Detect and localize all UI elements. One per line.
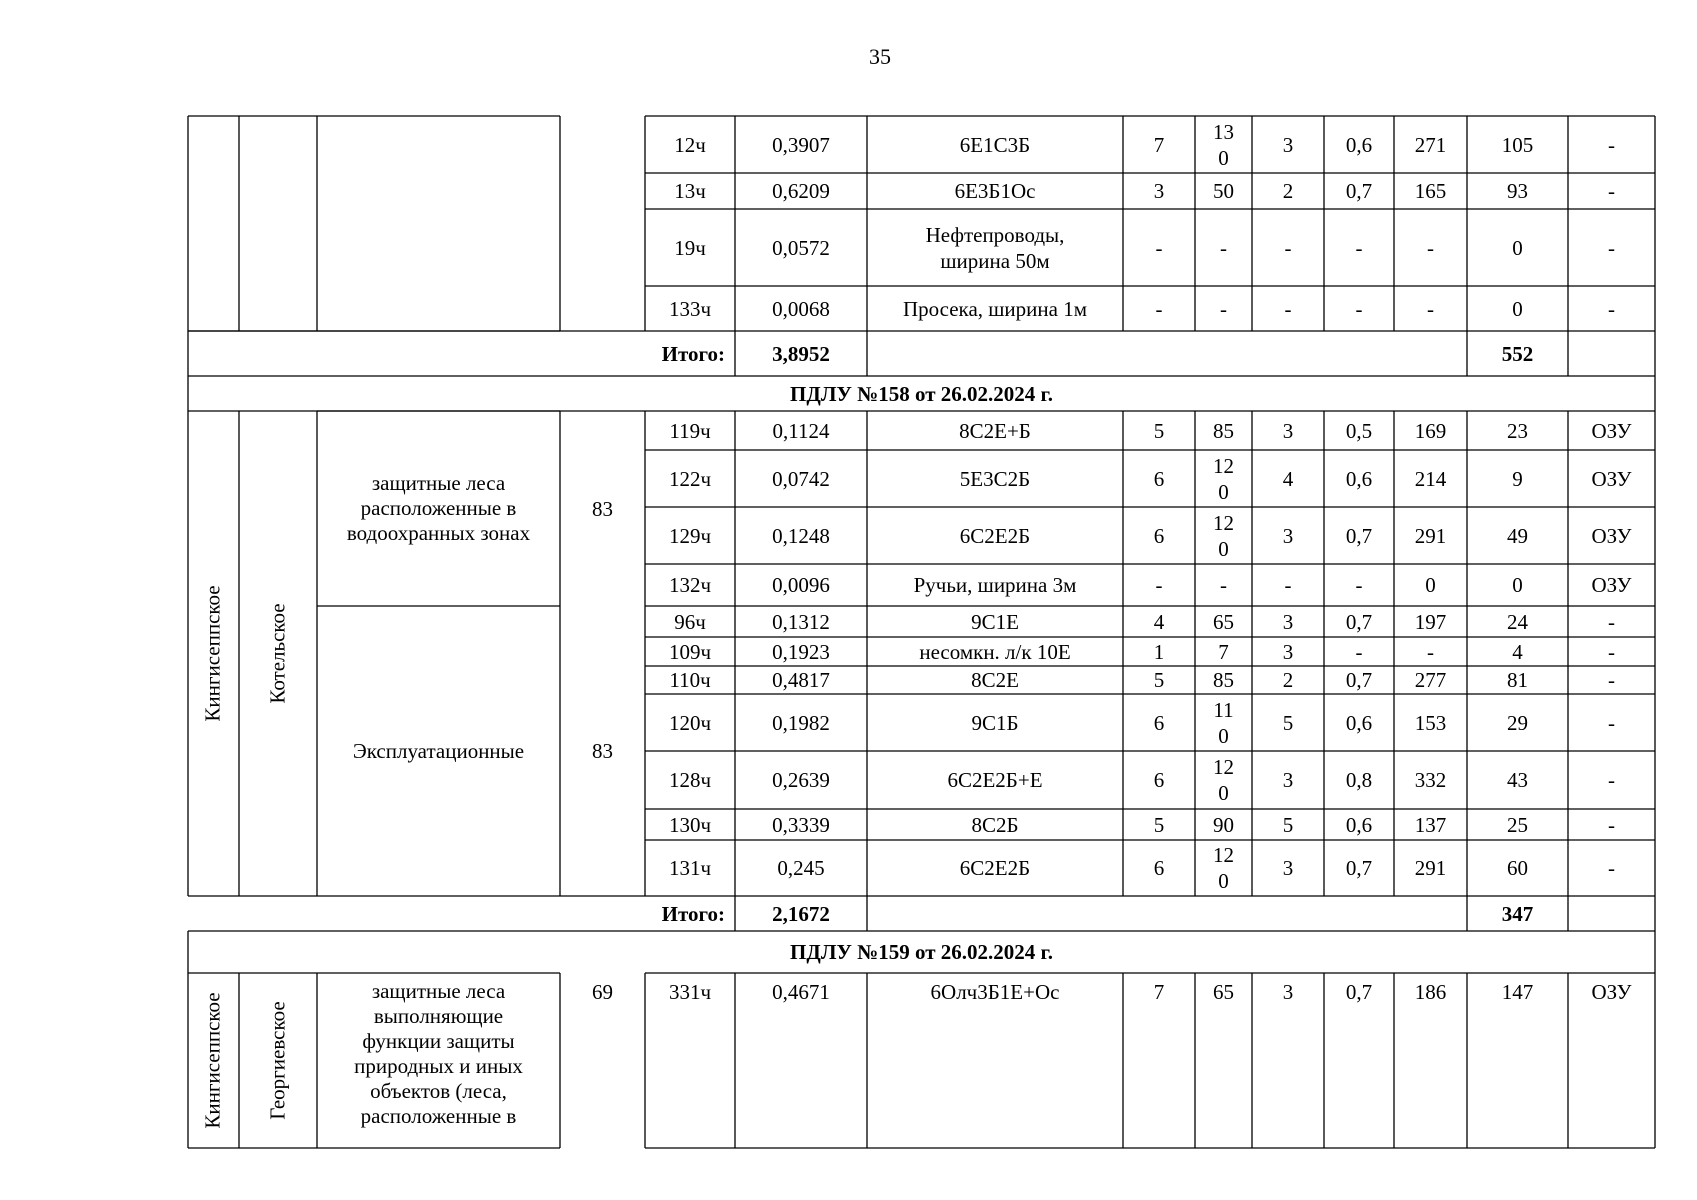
table-cell-c5: 291 (1414, 856, 1447, 880)
table-cell-c7: - (1608, 132, 1615, 157)
table-cell-c1: 7 (1153, 980, 1165, 1004)
table-cell-area: 0,0096 (772, 573, 830, 597)
table-cell-c7: - (1608, 609, 1615, 634)
table-cell-c5: 186 (1414, 980, 1447, 1004)
table-cell-area: 0,1982 (772, 710, 830, 735)
table-cell-c3: 4 (1282, 466, 1294, 491)
district-label-text: Кингисеппское (201, 585, 225, 722)
table-cell-c2: 12 0 (1213, 755, 1234, 805)
table-cell-c3: - (1284, 235, 1292, 260)
table-cell-c4: 0,6 (1345, 132, 1373, 157)
category-label: защитные леса расположенные в водоохранных зонах (346, 471, 531, 545)
table-cell-c7: - (1608, 710, 1615, 735)
table-cell-c5: 332 (1414, 768, 1447, 792)
table-cell-c7: - (1608, 768, 1615, 792)
table-cell-composition: 8С2Е+Б (959, 418, 1031, 443)
district-label-text: Кингисеппское (201, 992, 225, 1129)
table-cell-c6: 0 (1512, 235, 1523, 260)
table-cell-c5: 153 (1414, 710, 1447, 735)
table-cell-c3: 3 (1282, 609, 1294, 634)
table-cell-c2: 13 0 (1213, 119, 1234, 170)
total-volume: 552 (1501, 341, 1534, 366)
table-cell-area: 0,1312 (772, 609, 830, 634)
table-cell-c1: 5 (1153, 812, 1165, 837)
table-cell-c4: 0,7 (1345, 668, 1373, 692)
table-cell-composition: 8С2Б (971, 812, 1019, 837)
table-cell-c2: - (1220, 573, 1227, 597)
table-cell-c3: 2 (1282, 179, 1294, 203)
table-cell-vydel: 110ч (669, 668, 711, 692)
table-cell-c3: - (1284, 573, 1292, 597)
total-volume: 347 (1501, 901, 1534, 926)
table-cell-c5: - (1427, 639, 1434, 664)
table-cell-c1: 5 (1153, 418, 1165, 443)
table-cell-c6: 0 (1512, 573, 1523, 597)
table-cell-vydel: 119ч (669, 418, 711, 443)
total-area: 2,1672 (772, 901, 830, 926)
forestry-label (239, 411, 317, 896)
section-header: ПДЛУ №158 от 26.02.2024 г. (790, 381, 1053, 406)
table-cell-c4: - (1355, 573, 1363, 597)
table-cell-composition: Ручьи, ширина 3м (913, 573, 1077, 597)
table-cell-c6: 93 (1507, 179, 1528, 203)
quarter-number: 83 (592, 496, 613, 521)
table-cell-c4: 0,8 (1345, 768, 1373, 792)
table-cell-c7: - (1608, 668, 1615, 692)
table-cell-c4: 0,7 (1345, 980, 1373, 1004)
quarter-number: 69 (592, 980, 613, 1004)
table-cell-c1: 6 (1153, 466, 1165, 491)
table-cell-c7: - (1608, 179, 1615, 203)
table-cell-c4: 0,6 (1345, 812, 1373, 837)
table-cell-c4: 0,7 (1345, 523, 1373, 548)
table-cell-area: 0,6209 (772, 179, 830, 203)
table-cell-area: 0,0742 (772, 466, 830, 491)
table-cell-vydel: 131ч (668, 856, 712, 880)
category-label: защитные леса выполняющие функции защиты природных и иных объектов (леса, расположенные в (354, 979, 523, 1128)
table-cell-composition: 6Олч3Б1Е+Ос (930, 980, 1060, 1004)
table-cell-area: 0,0068 (772, 296, 830, 321)
table-cell-c7: - (1608, 296, 1615, 321)
table-cell-c3: 3 (1282, 418, 1294, 443)
table-cell-area: 0,245 (777, 856, 825, 880)
table-cell-c7: - (1608, 856, 1615, 880)
table-cell-c1: 5 (1153, 668, 1165, 692)
table-cell-area: 0,3339 (772, 812, 830, 837)
table-cell-c1: 6 (1153, 710, 1165, 735)
table-cell-vydel: 133ч (668, 296, 712, 321)
table-cell-c2: 11 0 (1213, 697, 1234, 748)
table-cell-c6: 147 (1501, 980, 1534, 1004)
table-cell-c7: ОЗУ (1591, 418, 1632, 443)
table-cell-c7: ОЗУ (1591, 573, 1632, 597)
table-cell-c1: 3 (1153, 179, 1165, 203)
table-cell-c3: 3 (1282, 523, 1294, 548)
table-cell-c2: - (1220, 235, 1227, 260)
table-cell-c5: - (1427, 296, 1434, 321)
table-cell-c1: 6 (1153, 856, 1165, 880)
table-cell-c2: 50 (1213, 179, 1234, 203)
table-cell-c3: 3 (1282, 768, 1294, 792)
table-cell-c5: 137 (1414, 812, 1447, 837)
table-cell-c4: - (1355, 235, 1363, 260)
table-cell-c2: 12 0 (1213, 843, 1234, 893)
page-number: 35 (869, 44, 891, 69)
table-cell-area: 0,0572 (772, 235, 830, 260)
table-cell-area: 0,4671 (772, 980, 830, 1004)
table-cell-c2: 65 (1213, 609, 1234, 634)
table-cell-c6: 25 (1507, 812, 1528, 837)
table-cell-c2: - (1220, 296, 1227, 321)
table-cell-c6: 60 (1507, 856, 1528, 880)
table-cell-c4: 0,7 (1345, 856, 1373, 880)
table-cell-vydel: 130ч (668, 812, 712, 837)
table-cell-c4: 0,6 (1345, 466, 1373, 491)
table-cell-c3: 5 (1282, 710, 1294, 735)
table-cell-c5: 214 (1414, 466, 1447, 491)
table-cell-c3: 3 (1282, 856, 1294, 880)
table-cell-c6: 23 (1507, 418, 1528, 443)
table-cell-c4: - (1355, 639, 1363, 664)
table-cell-c2: 12 0 (1213, 453, 1234, 504)
table-cell-c5: 197 (1414, 609, 1447, 634)
table-cell-area: 0,1248 (772, 523, 830, 548)
table-cell-c1: 7 (1153, 132, 1165, 157)
table-cell-c5: - (1427, 235, 1434, 260)
table-cell-composition: 8С2Е (971, 668, 1019, 692)
table-cell-c6: 105 (1501, 132, 1534, 157)
table-cell-c7: ОЗУ (1591, 523, 1632, 548)
table-cell-c7: - (1608, 639, 1615, 664)
table-cell-area: 0,3907 (772, 132, 830, 157)
district-label (188, 411, 239, 896)
table-cell-vydel: 122ч (668, 466, 712, 491)
table-cell-composition: 9С1Е (971, 609, 1019, 634)
table-cell-c3: 3 (1282, 639, 1294, 664)
table-cell-c1: 6 (1153, 523, 1165, 548)
table-cell-vydel: 120ч (668, 710, 712, 735)
category-label: Эксплуатационные (352, 739, 525, 763)
table-cell-c6: 29 (1507, 710, 1528, 735)
table-cell-composition: 6С2Е2Б (959, 856, 1031, 880)
table-cell-vydel: 331ч (668, 980, 712, 1004)
table-cell-vydel: 19ч (674, 235, 706, 260)
table-cell-c5: 169 (1414, 418, 1447, 443)
table-cell-c5: 291 (1414, 523, 1447, 548)
table-cell-c5: 271 (1414, 132, 1447, 157)
table-cell-c1: - (1155, 296, 1163, 321)
table-cell-c2: 85 (1213, 418, 1234, 443)
table-cell-c3: 2 (1282, 668, 1294, 692)
table-cell-c3: 5 (1282, 812, 1294, 837)
forestry-label-text: Георгиевское (265, 1001, 290, 1120)
table-cell-c7: - (1608, 235, 1615, 260)
table-cell-composition: 6С2Е2Б+Е (947, 768, 1043, 792)
table-cell-c2: 85 (1213, 668, 1234, 692)
table-cell-c7: - (1608, 812, 1615, 837)
table-cell-composition: 6С2Е2Б (959, 523, 1031, 548)
total-area: 3,8952 (772, 341, 830, 366)
table-cell-composition: Просека, ширина 1м (902, 296, 1088, 321)
table-cell-vydel: 129ч (668, 523, 712, 548)
table-cell-composition: 5Е3С2Б (959, 466, 1031, 491)
table-cell-c4: - (1355, 296, 1363, 321)
table-cell-c7: ОЗУ (1591, 466, 1632, 491)
table-cell-c1: 4 (1153, 609, 1165, 634)
table-cell-composition: 6Е3Б1Ос (954, 179, 1036, 203)
total-label: Итого: (661, 901, 725, 926)
table-cell-c4: 0,6 (1345, 710, 1373, 735)
table-cell-c5: 0 (1425, 573, 1436, 597)
table-cell-vydel: 109ч (668, 639, 712, 664)
table-cell-area: 0,4817 (772, 668, 830, 692)
table-cell-c7: ОЗУ (1591, 980, 1632, 1004)
table-cell-c1: 1 (1153, 639, 1165, 664)
table-cell-vydel: 96ч (674, 609, 706, 634)
table-cell-c5: 165 (1414, 179, 1447, 203)
table-cell-area: 0,2639 (772, 768, 830, 792)
table-cell-vydel: 128ч (668, 768, 712, 792)
table-cell-c2: 90 (1213, 812, 1234, 837)
table-cell-c6: 4 (1512, 639, 1523, 664)
table-cell-composition: Нефтепроводы, ширина 50м (925, 222, 1065, 273)
table-cell-vydel: 12ч (674, 132, 706, 157)
table-cell-c6: 81 (1507, 668, 1528, 692)
forestry-label-text: Котельское (265, 603, 290, 704)
forestry-label (239, 973, 317, 1148)
table-cell-c1: - (1155, 573, 1163, 597)
table-cell-composition: несомкн. л/к 10Е (919, 639, 1071, 664)
table-cell-c1: - (1155, 235, 1163, 260)
table-cell-c6: 24 (1507, 609, 1528, 634)
table-cell-vydel: 13ч (674, 179, 706, 203)
table-cell-c3: 3 (1282, 132, 1294, 157)
table-cell-c4: 0,7 (1345, 609, 1373, 634)
table-cell-c3: 3 (1282, 980, 1294, 1004)
table-cell-area: 0,1124 (772, 418, 830, 443)
table-cell-vydel: 132ч (668, 573, 712, 597)
table-cell-c2: 7 (1218, 639, 1229, 664)
table-cell-composition: 9С1Б (971, 710, 1019, 735)
table-cell-c6: 43 (1507, 768, 1528, 792)
total-label: Итого: (661, 341, 725, 366)
table-cell-c4: 0,7 (1345, 179, 1373, 203)
table-cell-c4: 0,5 (1345, 418, 1373, 443)
section-header: ПДЛУ №159 от 26.02.2024 г. (790, 940, 1053, 964)
table-cell-c2: 12 0 (1213, 510, 1234, 561)
table-cell-c5: 277 (1414, 668, 1447, 692)
district-label (188, 973, 239, 1148)
table-cell-c1: 6 (1153, 768, 1165, 792)
quarter-number: 83 (592, 739, 613, 763)
table-cell-c6: 0 (1512, 296, 1523, 321)
table-cell-composition: 6Е1С3Б (959, 132, 1031, 157)
table-cell-c2: 65 (1213, 980, 1234, 1004)
table-cell-c6: 9 (1512, 466, 1523, 491)
table-cell-c3: - (1284, 296, 1292, 321)
table-cell-area: 0,1923 (772, 639, 830, 664)
table-cell-c6: 49 (1507, 523, 1528, 548)
